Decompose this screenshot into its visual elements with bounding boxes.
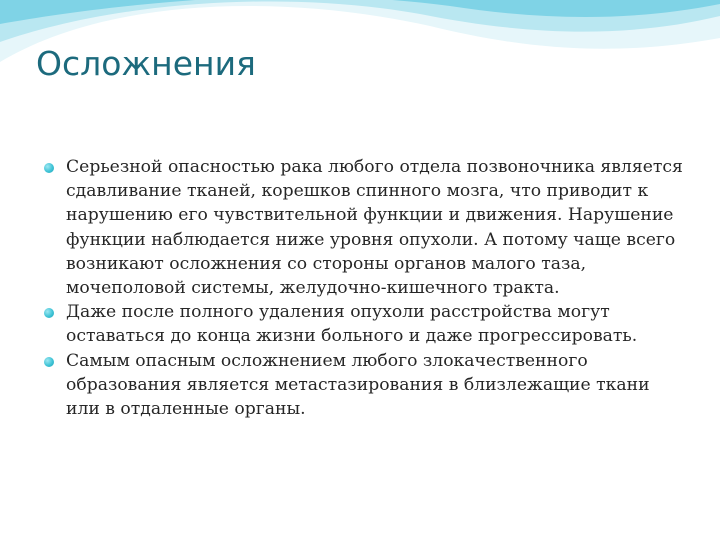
bullet-item-1	[44, 155, 684, 300]
bullet-list	[44, 155, 684, 421]
bullet-item-2	[44, 300, 684, 348]
bullet-item-3	[44, 349, 684, 422]
bullet-dot-icon	[44, 163, 54, 173]
bullet-dot-icon	[44, 308, 54, 318]
bullet-text-2: Даже после полного удаления опухоли расстройства могут оставаться до конца жизни больного и даже прогрессировать.	[66, 302, 638, 347]
bullet-dot-icon	[44, 357, 54, 367]
bullet-text-1: Серьезной опасностью рака любого отдела позвоночника является сдавливание тканей, корешков спинного мозга, что приводит к нарушению его чувствительной функции и движения. Нарушение функции наблюдается ниже уровня опухоли. А потому чаще всего возникают осложнения со стороны органов малого таза, мочеполовой системы, желудочно-кишечного тракта.	[66, 157, 683, 299]
slide-title: Осложнения	[36, 44, 256, 83]
bullet-text-3: Самым опасным осложнением любого злокачественного образования является метастазирования в близлежащие ткани или в отдаленные органы.	[66, 350, 650, 420]
